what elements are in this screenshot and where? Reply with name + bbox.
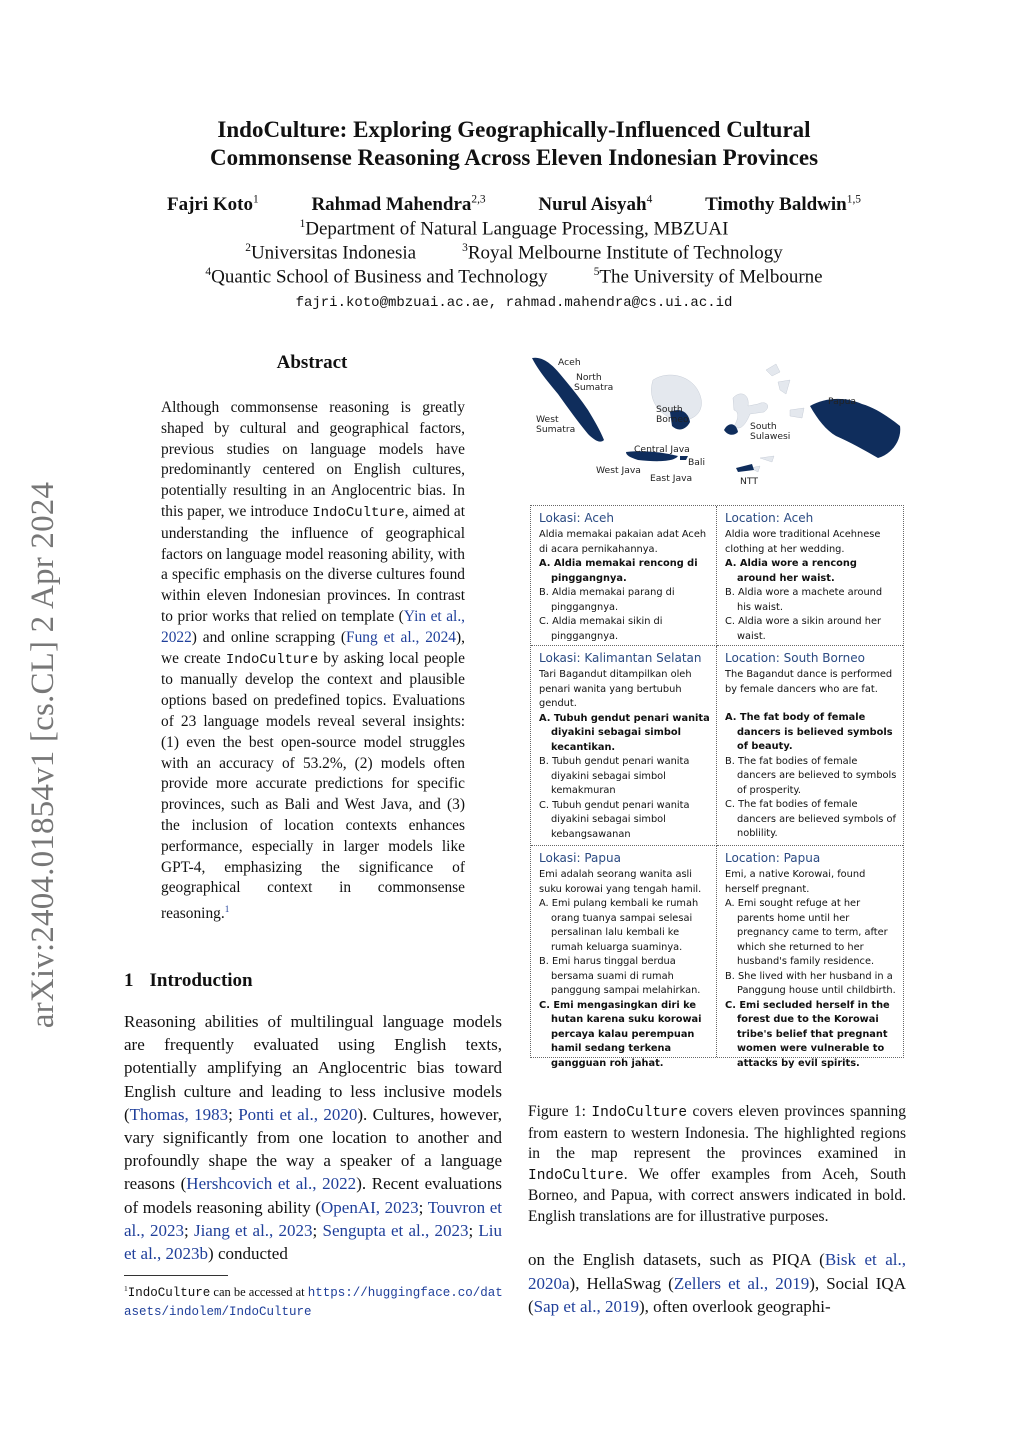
citation-link[interactable]: Hershcovich et al., 2022 bbox=[186, 1174, 357, 1194]
citation-link[interactable]: Thomas, 1983 bbox=[129, 1104, 229, 1124]
citation-link[interactable]: Sengupta et al., 2023 bbox=[322, 1220, 469, 1240]
answer-option: A. Aldia memakai rencong di pinggangnya. bbox=[539, 558, 698, 584]
map-label: Sumatra bbox=[536, 424, 576, 435]
citation-link[interactable]: Ponti et al., 2020 bbox=[238, 1104, 358, 1124]
map-label: Papua bbox=[828, 396, 857, 407]
cell-header: Lokasi: Kalimantan Selatan bbox=[539, 651, 702, 665]
author-list bbox=[100, 194, 928, 216]
map-label: Bali bbox=[688, 457, 706, 468]
map-label: West Java bbox=[596, 465, 641, 476]
answer-option: A. The fat body of female dancers is believed symbols of beauty. bbox=[725, 712, 893, 752]
cell-header: Location: Papua bbox=[725, 851, 821, 865]
answer-option: B. Tubuh gendut penari wanita diyakini sebagai simbol kemakmuran bbox=[539, 756, 690, 796]
example-cell-indonesian bbox=[531, 646, 717, 846]
answer-option: C. Tubuh gendut penari wanita diyakini sebagai simbol kebangsawanan bbox=[539, 799, 690, 840]
arxiv-identifier: arXiv:2404.01854v1 [cs.CL] 2 Apr 2024 bbox=[25, 481, 61, 1029]
author-emails: fajri.koto@mbzuai.ac.ae, rahmad.mahendra@cs.ui.ac.id bbox=[295, 295, 733, 311]
answer-option: C. The fat bodies of female dancers are believed symbols of noblility. bbox=[725, 799, 896, 839]
citation-link[interactable]: Liu et al., 2023b bbox=[124, 1220, 503, 1264]
citation-link[interactable]: Sap et al., 2019 bbox=[533, 1297, 639, 1316]
citation-link[interactable]: Touvron et al., 2023 bbox=[124, 1197, 502, 1240]
introduction-text: Reasoning abilities of multilingual language models are frequently evaluated using English texts, potentially amplifying an Anglocentric bias toward English culture and leading to less inclusive models (Thomas, 1983; Ponti et al., 2020). Cultures, however, vary significantly from one location to another and profoundly shape the way a speaker of a language reasons (Hershcovich et al., 2022). Recent evaluations of models reasoning ability (OpenAI, 2023; Touvron et al., 2023; Jiang et al., 2023; Sengupta et al., 2023; Liu et al., 2023b) conducted bbox=[124, 1012, 503, 1264]
affiliation-line-2: $^2$Universitas Indonesia $^3$Royal Melbourne Institute of Technology bbox=[245, 242, 783, 264]
figure-caption: Figure 1: IndoCulture covers eleven provinces spanning from eastern to western Indonesia. The highlighted regions in the map represent the provinces examined in IndoCulture. We offer examples from Aceh, South Borneo, and Papua, with correct answers indicated in bold. English translations are for illustrative purposes. bbox=[528, 1103, 906, 1225]
answer-option: B. She lived with her husband in a Panggung house until childbirth. bbox=[725, 970, 896, 996]
abstract-heading: Abstract bbox=[276, 352, 348, 373]
citation-link[interactable]: Fung et al., 2024 bbox=[346, 628, 456, 646]
citation-link[interactable]: Yin et al., 2022 bbox=[161, 607, 466, 646]
example-cell-english bbox=[717, 506, 903, 646]
answer-option: A. Tubuh gendut penari wanita diyakini sebagai simbol kecantikan. bbox=[539, 712, 710, 753]
author: Timothy Baldwin$^{1,5}$ bbox=[705, 194, 861, 216]
answer-option: C. Emi mengasingkan diri ke hutan karena suku korowai percaya kalau perempuan hamil sedang terkena gangguan roh jahat. bbox=[539, 999, 702, 1069]
map-label: Central Java bbox=[634, 444, 690, 455]
cell-header: Lokasi: Papua bbox=[539, 851, 621, 865]
map-label: Sulawesi bbox=[750, 431, 791, 442]
citation-link[interactable]: OpenAI, 2023 bbox=[321, 1197, 419, 1217]
citation-link[interactable]: Jiang et al., 2023 bbox=[193, 1220, 313, 1240]
right-column-text: on the English datasets, such as PIQA (Bisk et al., 2020a), HellaSwag (Zellers et al., 2019), Social IQA (Sap et al., 2019), often overlook geographi- bbox=[528, 1250, 906, 1316]
map-label: South bbox=[750, 421, 777, 432]
affiliation-line-1: $^1$Department of Natural Language Processing, MBZUAI bbox=[299, 218, 729, 240]
answer-option: B. Aldia memakai parang di pinggangnya. bbox=[539, 587, 675, 613]
title-line-1: IndoCulture: Exploring Geographically-Influenced Cultural bbox=[217, 117, 811, 142]
answer-option: B. Emi harus tinggal berdua bersama suami di rumah panggung sampai melahirkan. bbox=[539, 956, 701, 996]
footnote: $^1$IndoCulture can be accessed at https://huggingface.co/datasets/indolem/IndoCulture bbox=[124, 1284, 503, 1320]
map-label: North bbox=[576, 372, 602, 383]
dataset-url-link[interactable]: https://huggingface.co/datasets/indolem/IndoCulture bbox=[124, 1286, 503, 1320]
map-label: South bbox=[656, 404, 683, 415]
abstract-text: Although commonsense reasoning is greatly shaped by cultural and geographical factors, previous studies on language models have predominantly centered on English cultures, potentially resulting in an Anglocentric bias. In this paper, we introduce IndoCulture, aimed at understanding the influence of geographical factors on language model reasoning ability, with a specific emphasis on the diverse cultures found within eleven Indonesian provinces. In contrast to prior works that relied on template (Yin et al., 2022) and online scrapping (Fung et al., 2024), we create IndoCulture by asking local people to manually develop the context and plausible options based on predefined topics. Evaluations of 23 language models reveal several insights: (1) even the best open-source model struggles with an accuracy of 53.2%, (2) models often provide more accurate predictions for specific provinces, such as Bali and West Java, and (3) the inclusion of location contexts enhances performance, especially in larger models like GPT-4, emphasizing the significance of geographical context in commonsense reasoning.$^1$ bbox=[161, 399, 466, 923]
map-label: Aceh bbox=[558, 357, 581, 368]
example-cell-english bbox=[717, 846, 903, 1069]
map-label: NTT bbox=[740, 476, 758, 487]
author: Nurul Aisyah$^4$ bbox=[538, 194, 653, 216]
answer-option: C. Emi secluded herself in the forest due to the Korowai tribe's belief that pregnant women were vulnerable to attacks by evil spirits. bbox=[725, 999, 890, 1069]
affiliation-line-3: $^4$Quantic School of Business and Technology $^5$The University of Melbourne bbox=[205, 266, 823, 288]
answer-option: B. Aldia wore a machete around his waist. bbox=[725, 587, 883, 613]
map-label: Sumatra bbox=[574, 382, 614, 393]
paper-title bbox=[100, 116, 928, 172]
author: Fajri Koto$^1$ bbox=[166, 194, 259, 216]
map-label: Borneo bbox=[656, 414, 689, 425]
example-cell-indonesian bbox=[531, 846, 717, 1069]
map-label: East Java bbox=[650, 473, 693, 484]
answer-option: C. Aldia memakai sikin di pinggangnya. bbox=[539, 616, 663, 642]
answer-option: A. Aldia wore a rencong around her waist. bbox=[725, 558, 857, 584]
cell-context: The Bagandut dance is performed by female dancers who are fat. bbox=[725, 669, 893, 695]
cell-header: Location: Aceh bbox=[725, 511, 814, 525]
footnote-marker[interactable]: 1 bbox=[224, 904, 230, 915]
cell-context: Aldia wore traditional Acehnese clothing at her wedding. bbox=[725, 529, 881, 555]
cell-context: Emi, a native Korowai, found herself pregnant. bbox=[725, 869, 866, 895]
author: Rahmad Mahendra$^{2,3}$ bbox=[311, 194, 486, 216]
cell-header: Lokasi: Aceh bbox=[539, 511, 614, 525]
section-heading-introduction: 1 Introduction bbox=[124, 970, 253, 991]
map-label: West bbox=[536, 414, 559, 425]
answer-option: A. Emi sought refuge at her parents home until her pregnancy came to term, after which she returned to her husband's family residence. bbox=[725, 898, 888, 967]
answer-option: C. Aldia wore a sikin around her waist. bbox=[725, 616, 881, 642]
cell-context: Emi adalah seorang wanita asli suku korowai yang tengah hamil. bbox=[539, 869, 702, 895]
citation-link[interactable]: Bisk et al., 2020a bbox=[528, 1250, 906, 1293]
answer-option: B. The fat bodies of female dancers are believed to symbols of prosperity. bbox=[725, 755, 897, 796]
indonesia-map bbox=[528, 350, 906, 496]
footnote-divider bbox=[124, 1275, 228, 1276]
citation-link[interactable]: Zellers et al., 2019 bbox=[673, 1273, 810, 1293]
example-table bbox=[530, 505, 904, 1069]
cell-context: Tari Bagandut ditampilkan oleh penari wanita yang bertubuh gendut. bbox=[539, 669, 692, 709]
answer-option: A. Emi pulang kembali ke rumah orang tuanya sampai selesai persalinan lalu kembali ke rumah keluarga suaminya. bbox=[539, 898, 699, 953]
title-line-2: Commonsense Reasoning Across Eleven Indonesian Provinces bbox=[209, 145, 819, 170]
example-cell-english bbox=[717, 646, 903, 846]
example-cell-indonesian bbox=[531, 506, 717, 646]
cell-header: Location: South Borneo bbox=[725, 651, 865, 665]
cell-context: Aldia memakai pakaian adat Aceh di acara pernikahannya. bbox=[539, 529, 707, 555]
